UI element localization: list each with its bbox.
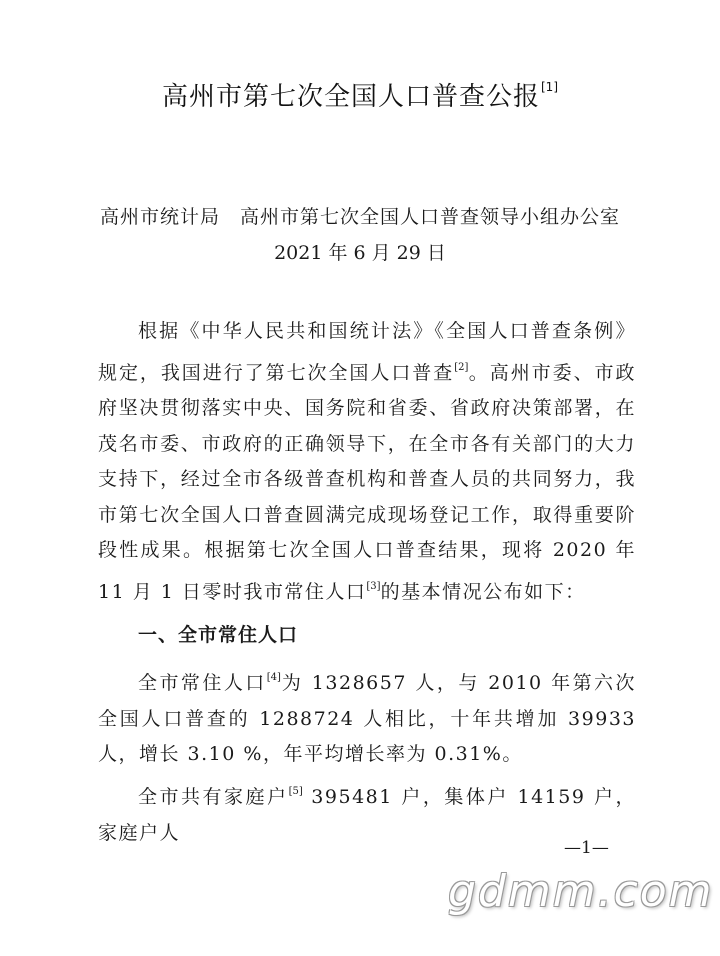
household-text-a: 全市共有家庭户 xyxy=(138,786,289,808)
household-text-b: 395481 户，集体户 14159 户，家庭户人 xyxy=(98,786,636,844)
population-text-b: 为 1328657 人，与 2010 年第六次全国人口普查的 1288724 人相比，十年共增加 39933 人，增长 3.10 %，年平均增长率为 0.31%。 xyxy=(98,672,636,765)
title-text: 高州市第七次全国人口普查公报 xyxy=(161,82,540,112)
intro-text-a: 根据《中华人民共和国统计法》《全国人口普查条例》规定，我国进行了第七次全国人口普查 xyxy=(98,320,636,384)
footnote-4[interactable]: [4] xyxy=(266,672,281,683)
intro-paragraph xyxy=(98,314,636,610)
issuing-organizations: 高州市统计局 高州市第七次全国人口普查领导小组办公室 xyxy=(99,206,620,228)
footnote-3[interactable]: [3] xyxy=(366,580,381,592)
page-title xyxy=(0,76,720,113)
title-footnote[interactable]: [1] xyxy=(541,80,558,94)
footnote-2[interactable]: [2] xyxy=(454,361,469,373)
page-number: —1— xyxy=(564,838,609,858)
household-paragraph xyxy=(98,774,636,851)
population-text-a: 全市常住人口 xyxy=(138,672,267,694)
site-watermark: gdmm.com xyxy=(448,866,714,917)
publish-date: 2021 年 6 月 29 日 xyxy=(274,242,446,264)
footnote-5[interactable]: [5] xyxy=(288,786,303,797)
intro-text-c: 的基本情况公布如下： xyxy=(380,580,586,603)
population-paragraph xyxy=(98,660,636,773)
section-heading-population: 一、全市常住人口 xyxy=(138,624,299,646)
intro-text-b: 。高州市委、市政府坚决贯彻落实中央、国务院和省委、省政府决策部署，在茂名市委、市政府的正确领导下，在全市各有关部门的大力支持下，经过全市各级普查机构和普查人员的共同努力，我市第七次全国人口普查圆满完成现场登记工作，取得重要阶段性成果。根据第七次全国人口普查结果，现将 2020 年 11 月 1 日零时我市常住人口 xyxy=(98,361,636,603)
